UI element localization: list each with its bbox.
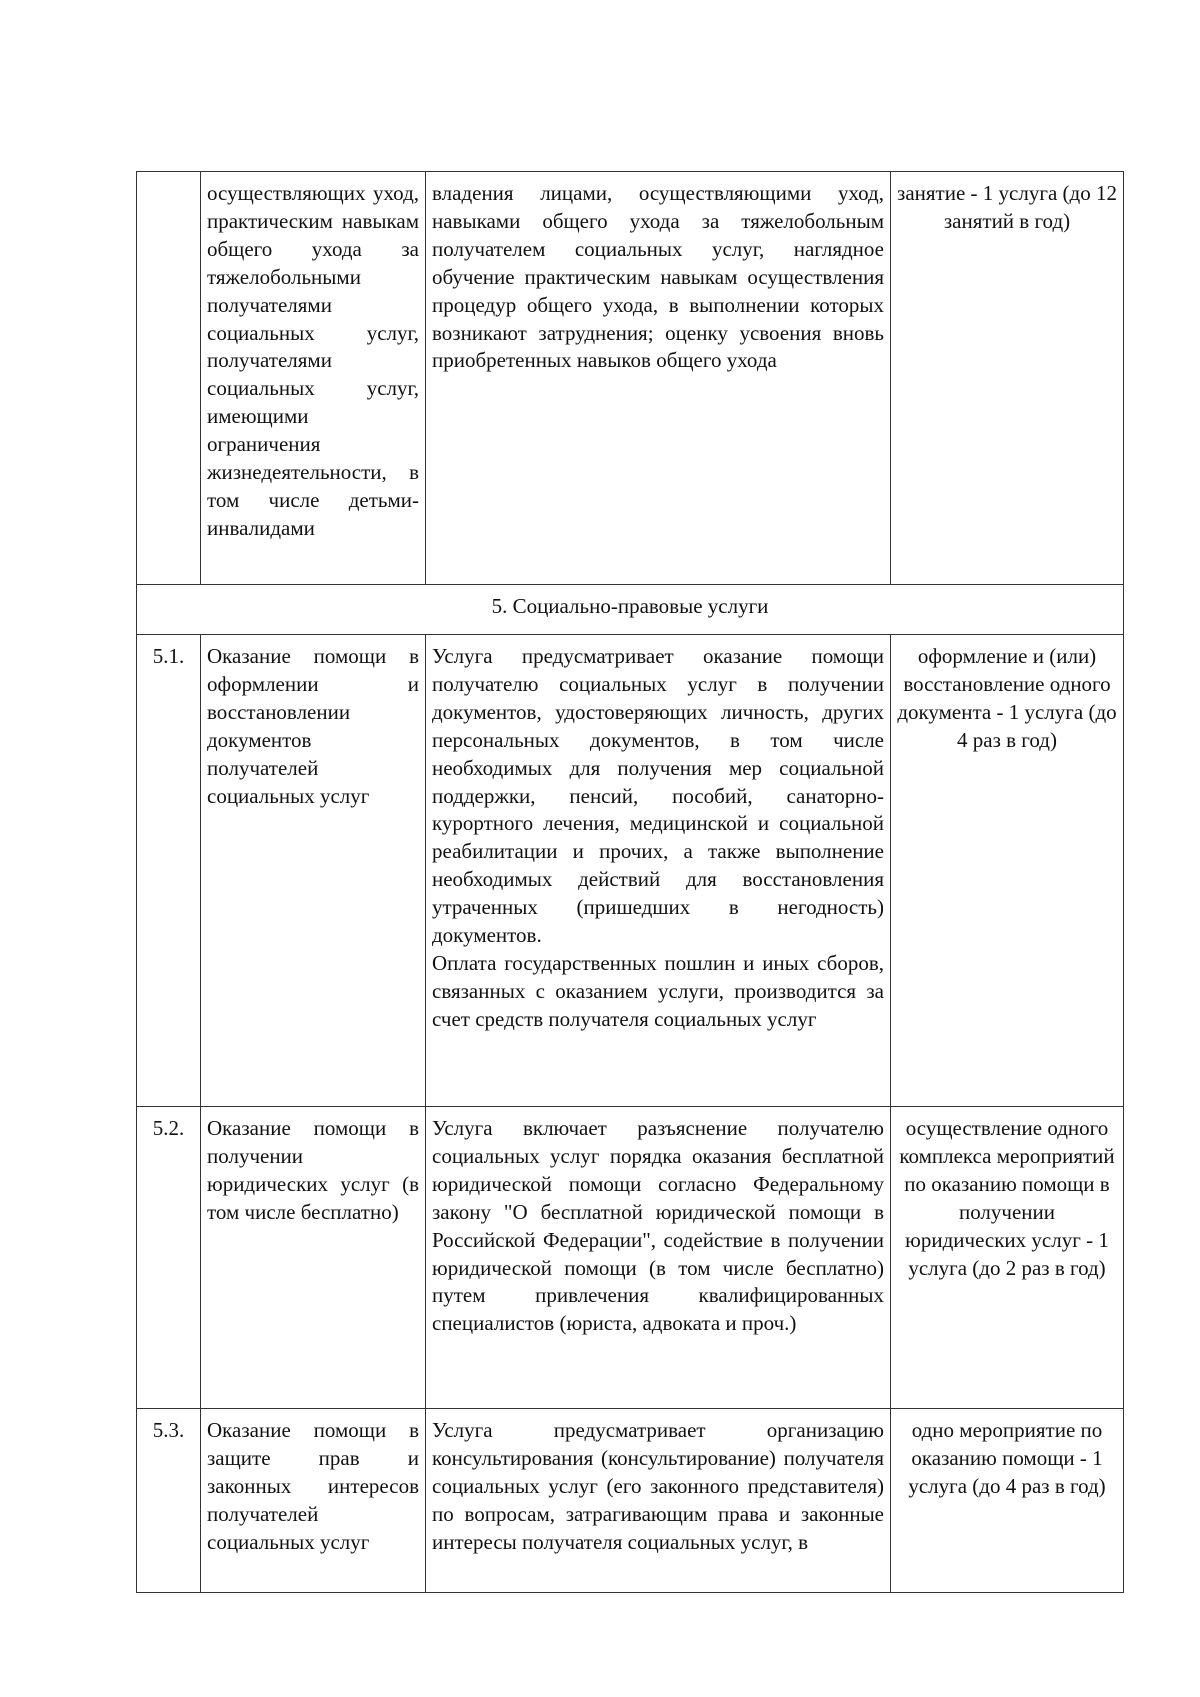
service-description bbox=[426, 635, 891, 1107]
service-description: Услуга предусматривает организацию консультирования (консультирование) получателя социальных услуг (его законного представителя) по вопросам, затрагивающим права и законные интересы получателя социальных услуг, в bbox=[426, 1409, 891, 1593]
section-row bbox=[137, 585, 1124, 635]
description-paragraph: Услуга предусматривает оказание помощи получателю социальных услуг в получении документов, удостоверяющих личность, других персональных документов, в том числе необходимых для получения мер социальной поддержки, пенсий, пособий, санаторно-курортного лечения, медицинской и социальной реабилитации и прочих, а также выполнение необходимых действий для восстановления утраченных (пришедших в негодность) документов. bbox=[432, 644, 884, 948]
row-number: 5.3. bbox=[137, 1409, 201, 1593]
service-volume: одно мероприятие по оказанию помощи - 1 услуга (до 4 раз в год) bbox=[891, 1409, 1124, 1593]
row-number: 5.2. bbox=[137, 1107, 201, 1409]
services-table bbox=[136, 171, 1124, 1593]
table-row bbox=[137, 635, 1124, 1107]
service-name: осуществляющих уход, практическим навыкам общего ухода за тяжелобольными получателями социальных услуг, получателями социальных услуг, имеющими ограничения жизнедеятельности, в том числе детьми-инвалидами bbox=[201, 172, 426, 585]
service-volume: оформление и (или) восстановление одного документа - 1 услуга (до 4 раз в год) bbox=[891, 635, 1124, 1107]
table-row bbox=[137, 172, 1124, 585]
service-volume: занятие - 1 услуга (до 12 занятий в год) bbox=[891, 172, 1124, 585]
service-volume: осуществление одного комплекса мероприятий по оказанию помощи в получении юридических услуг - 1 услуга (до 2 раз в год) bbox=[891, 1107, 1124, 1409]
service-name: Оказание помощи в оформлении и восстановлении документов получателей социальных услуг bbox=[201, 635, 426, 1107]
service-name: Оказание помощи в получении юридических услуг (в том числе бесплатно) bbox=[201, 1107, 426, 1409]
row-number bbox=[137, 172, 201, 585]
table-row bbox=[137, 1409, 1124, 1593]
service-name: Оказание помощи в защите прав и законных интересов получателей социальных услуг bbox=[201, 1409, 426, 1593]
description-paragraph: Оплата государственных пошлин и иных сборов, связанных с оказанием услуги, производится за счет средств получателя социальных услуг bbox=[432, 950, 884, 1031]
service-description: Услуга включает разъяснение получателю социальных услуг порядка оказания бесплатной юридической помощи согласно Федеральному закону "О бесплатной юридической помощи в Российской Федерации", содействие в получении юридической помощи (в том числе бесплатно) путем привлечения квалифицированных специалистов (юриста, адвоката и проч.) bbox=[426, 1107, 891, 1409]
service-description: владения лицами, осуществляющими уход, навыками общего ухода за тяжелобольным получателем социальных услуг, наглядное обучение практическим навыкам осуществления процедур общего ухода, в выполнении которых возникают затруднения; оценку усвоения вновь приобретенных навыков общего ухода bbox=[426, 172, 891, 585]
row-number: 5.1. bbox=[137, 635, 201, 1107]
table-row bbox=[137, 1107, 1124, 1409]
section-title: 5. Социально-правовые услуги bbox=[137, 585, 1124, 635]
